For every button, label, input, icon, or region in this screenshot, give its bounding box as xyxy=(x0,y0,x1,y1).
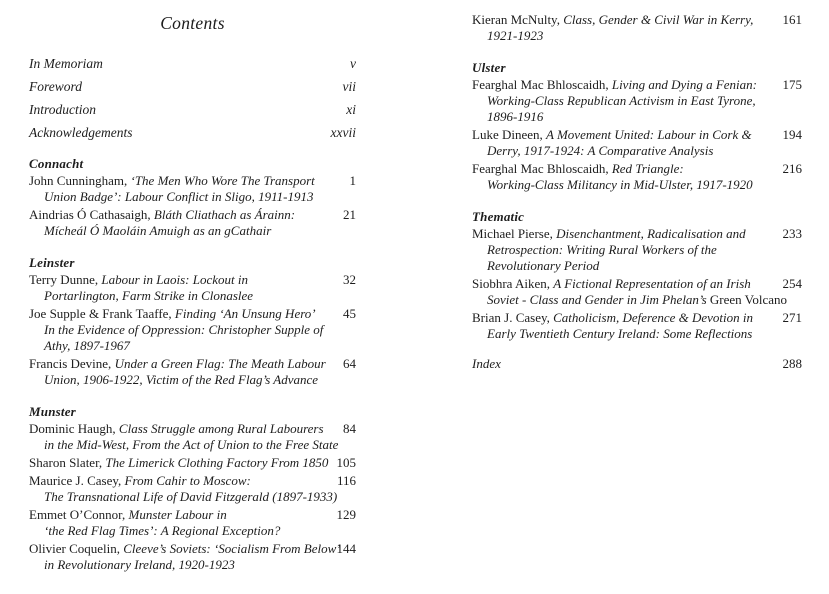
entry-text-segment: Class, Gender & Civil War in Kerry, xyxy=(563,12,754,27)
toc-section xyxy=(472,60,802,193)
entry-text-segment: A Fictional Representation of an Irish xyxy=(553,276,751,291)
entry-title-block xyxy=(472,226,772,274)
entry-text-segment: In the Evidence of Oppression: Christopher Supple of xyxy=(44,322,324,337)
toc-entry xyxy=(29,306,356,354)
entry-text-segment: Dominic Haugh, xyxy=(29,421,119,436)
entry-title-block xyxy=(29,421,339,453)
entry-line xyxy=(29,455,329,471)
entry-title-block xyxy=(472,77,772,125)
contents-title: Contents xyxy=(160,13,225,33)
toc-entry xyxy=(29,272,356,304)
front-matter-label: Foreword xyxy=(29,79,82,94)
entry-line xyxy=(472,161,772,177)
front-matter-row xyxy=(29,102,356,117)
entry-line xyxy=(29,306,326,322)
toc-section xyxy=(472,209,802,342)
entry-text-segment: Union Badge’: Labour Conflict in Sligo, 1911-1913 xyxy=(44,189,314,204)
front-matter-row xyxy=(29,79,356,94)
toc-entry xyxy=(29,507,356,539)
entry-title-block xyxy=(29,356,326,388)
entry-text-segment: Finding ‘An Unsung Hero’ xyxy=(174,306,316,321)
toc-entry xyxy=(29,455,356,471)
entry-line xyxy=(472,226,772,242)
front-matter-page: xi xyxy=(346,102,356,117)
page-number: 64 xyxy=(343,356,356,371)
entry-line xyxy=(472,292,788,308)
entry-line xyxy=(29,473,326,489)
entry-line xyxy=(472,109,772,125)
page-number: 21 xyxy=(343,207,356,222)
section-heading: Leinster xyxy=(29,255,75,270)
entry-line xyxy=(472,28,772,44)
toc-entry xyxy=(29,356,356,388)
page-number: 216 xyxy=(782,161,802,176)
entry-text-segment: Athy, 1897-1967 xyxy=(44,338,130,353)
entry-text-segment: Green Volcano xyxy=(709,292,788,307)
entry-line xyxy=(29,223,326,239)
front-matter-row xyxy=(29,125,356,140)
entry-text-segment: The Limerick Clothing Factory From 1850 xyxy=(105,455,329,470)
section-heading: Thematic xyxy=(472,209,525,224)
entry-text-segment: A Movement United: Labour in Cork & xyxy=(546,127,752,142)
entry-text-segment: Fearghal Mac Bhloscaidh, xyxy=(472,161,612,176)
entry-title-block xyxy=(29,541,341,573)
entry-line xyxy=(472,93,772,109)
entry-line xyxy=(472,326,772,342)
entry-text-segment: Munster Labour in xyxy=(128,507,227,522)
toc-entry xyxy=(472,161,802,193)
entry-text-segment: Disenchantment, Radicalisation and xyxy=(556,226,746,241)
left-sections xyxy=(29,156,356,573)
entry-text-segment: Catholicism, Deference & Devotion in xyxy=(553,310,754,325)
toc-entry xyxy=(472,226,802,274)
entry-line xyxy=(29,372,326,388)
right-sections xyxy=(472,12,802,342)
entry-text-segment: Mícheál Ó Maoláin Amuigh as an gCathair xyxy=(44,223,272,238)
page-number: 129 xyxy=(336,507,356,522)
page-number: 194 xyxy=(782,127,802,142)
entry-line xyxy=(29,421,326,437)
entry-text-segment: Siobhra Aiken, xyxy=(472,276,554,291)
page-number: 254 xyxy=(782,276,802,291)
entry-line xyxy=(29,288,326,304)
left-column xyxy=(29,0,356,575)
toc-entry xyxy=(472,77,802,125)
entry-text-segment: Class Struggle among Rural Labourers xyxy=(118,421,324,436)
entry-text-segment: Olivier Coquelin, xyxy=(29,541,124,556)
entry-line xyxy=(29,507,326,523)
front-matter-page: v xyxy=(350,56,356,71)
entry-text-segment: Kieran McNulty, xyxy=(472,12,564,27)
entry-title-block xyxy=(29,473,338,505)
entry-line xyxy=(29,541,341,557)
entry-title-block xyxy=(472,12,772,44)
entry-title-block xyxy=(29,272,326,304)
toc-section xyxy=(29,255,356,388)
page-number: 32 xyxy=(343,272,356,287)
front-matter-list xyxy=(29,56,356,140)
entry-line xyxy=(29,338,326,354)
toc-section xyxy=(29,156,356,239)
entry-text-segment: Terry Dunne, xyxy=(29,272,102,287)
page-number: 271 xyxy=(782,310,802,325)
entry-title-block xyxy=(29,455,329,471)
entry-title-block xyxy=(472,161,772,193)
entry-line xyxy=(29,189,326,205)
toc-entry xyxy=(29,173,356,205)
entry-text-segment: Francis Devine, xyxy=(29,356,115,371)
entry-text-segment: Maurice J. Casey, xyxy=(29,473,125,488)
section-heading: Munster xyxy=(29,404,76,419)
toc-section xyxy=(472,12,802,44)
entry-title-block xyxy=(29,306,326,354)
entry-line xyxy=(29,489,338,505)
entry-text-segment: in the Mid-West, From the Act of Union to the Free State xyxy=(44,437,339,452)
entry-text-segment: ‘The Men Who Wore The Transport xyxy=(130,173,315,188)
entry-line xyxy=(472,177,772,193)
entry-text-segment: 1921-1923 xyxy=(487,28,544,43)
toc-section xyxy=(29,404,356,573)
page-number: 1 xyxy=(349,173,356,188)
entry-text-segment: Fearghal Mac Bhloscaidh, xyxy=(472,77,612,92)
toc-entry xyxy=(472,276,802,308)
page-number: 144 xyxy=(336,541,356,556)
entry-text-segment: Brian J. Casey, xyxy=(472,310,554,325)
entry-line xyxy=(29,356,326,372)
section-heading: Ulster xyxy=(472,60,506,75)
index-label: Index xyxy=(472,356,501,371)
entry-line xyxy=(29,173,326,189)
entry-title-block xyxy=(29,507,326,539)
entry-text-segment: Michael Pierse, xyxy=(472,226,557,241)
page-number: 233 xyxy=(782,226,802,241)
entry-text-segment: Working-Class Militancy in Mid-Ulster, 1917-1920 xyxy=(487,177,753,192)
entry-text-segment: John Cunningham, xyxy=(29,173,131,188)
toc-entry xyxy=(29,207,356,239)
entry-line xyxy=(472,12,772,28)
entry-text-segment: Early Twentieth Century Ireland: Some Reflections xyxy=(487,326,753,341)
page-number: 116 xyxy=(336,473,356,488)
entry-line xyxy=(472,310,772,326)
front-matter-page: vii xyxy=(342,79,356,94)
entry-line xyxy=(29,557,326,573)
entry-text-segment: in Revolutionary Ireland, 1920-1923 xyxy=(44,557,235,572)
entry-title-block xyxy=(472,276,788,308)
entry-line xyxy=(29,322,326,338)
page-number: 84 xyxy=(343,421,356,436)
entry-title-block xyxy=(472,127,772,159)
entry-text-segment: Cleeve’s Soviets: ‘Socialism From Below’ xyxy=(123,541,341,556)
page-number: 105 xyxy=(336,455,356,470)
entry-line xyxy=(472,77,772,93)
entry-text-segment: Red Triangle: xyxy=(611,161,684,176)
entry-line xyxy=(29,272,326,288)
toc-entry xyxy=(29,421,356,453)
toc-entry xyxy=(29,473,356,505)
entry-text-segment: Revolutionary Period xyxy=(487,258,600,273)
entry-text-segment: Soviet - Class and Gender in Jim Phelan’s xyxy=(487,292,710,307)
entry-text-segment: Luke Dineen, xyxy=(472,127,547,142)
entry-text-segment: Labour in Laois: Lockout in xyxy=(101,272,248,287)
entry-title-block xyxy=(29,207,326,239)
entry-text-segment: Retrospection: Writing Rural Workers of the xyxy=(487,242,717,257)
index-page: 288 xyxy=(782,356,802,371)
entry-text-segment: Bláth Cliathach as Árainn: xyxy=(153,207,296,222)
entry-text-segment: Living and Dying a Fenian: xyxy=(611,77,757,92)
front-matter-page: xxvii xyxy=(330,125,356,140)
right-column xyxy=(472,0,802,372)
page-number: 45 xyxy=(343,306,356,321)
front-matter-row xyxy=(29,56,356,71)
entry-title-block xyxy=(29,173,326,205)
index-row xyxy=(472,356,802,372)
entry-text-segment: Working-Class Republican Activism in East Tyrone, xyxy=(487,93,756,108)
entry-text-segment: The Transnational Life of David Fitzgerald (1897-1933) xyxy=(44,489,338,504)
entry-text-segment: 1896-1916 xyxy=(487,109,544,124)
section-heading: Connacht xyxy=(29,156,84,171)
entry-line xyxy=(29,523,326,539)
entry-line xyxy=(472,276,772,292)
entry-line xyxy=(472,258,772,274)
entry-title-block xyxy=(472,310,772,342)
entry-text-segment: From Cahir to Moscow: xyxy=(124,473,251,488)
entry-line xyxy=(472,242,772,258)
entry-text-segment: Emmet O’Connor, xyxy=(29,507,129,522)
entry-line xyxy=(29,437,339,453)
toc-entry xyxy=(29,541,356,573)
page-number: 175 xyxy=(782,77,802,92)
toc-entry xyxy=(472,127,802,159)
front-matter-label: In Memoriam xyxy=(29,56,103,71)
front-matter-label: Introduction xyxy=(29,102,96,117)
entry-text-segment: Under a Green Flag: The Meath Labour xyxy=(114,356,326,371)
entry-line xyxy=(472,143,772,159)
entry-text-segment: Union, 1906-1922, Victim of the Red Flag’s Advance xyxy=(44,372,319,387)
entry-line xyxy=(472,127,772,143)
entry-text-segment: Portarlington, Farm Strike in Clonaslee xyxy=(44,288,254,303)
entry-line xyxy=(29,207,326,223)
entry-text-segment: Joe Supple & Frank Taaffe, xyxy=(29,306,175,321)
toc-entry xyxy=(472,12,802,44)
toc-entry xyxy=(472,310,802,342)
entry-text-segment: Sharon Slater, xyxy=(29,455,106,470)
front-matter-label: Acknowledgements xyxy=(29,125,133,140)
entry-text-segment: Derry, 1917-1924: A Comparative Analysis xyxy=(487,143,714,158)
page-number: 161 xyxy=(782,12,802,27)
entry-text-segment: ‘the Red Flag Times’: A Regional Exception? xyxy=(44,523,281,538)
entry-text-segment: Aindrias Ó Cathasaigh, xyxy=(29,207,154,222)
